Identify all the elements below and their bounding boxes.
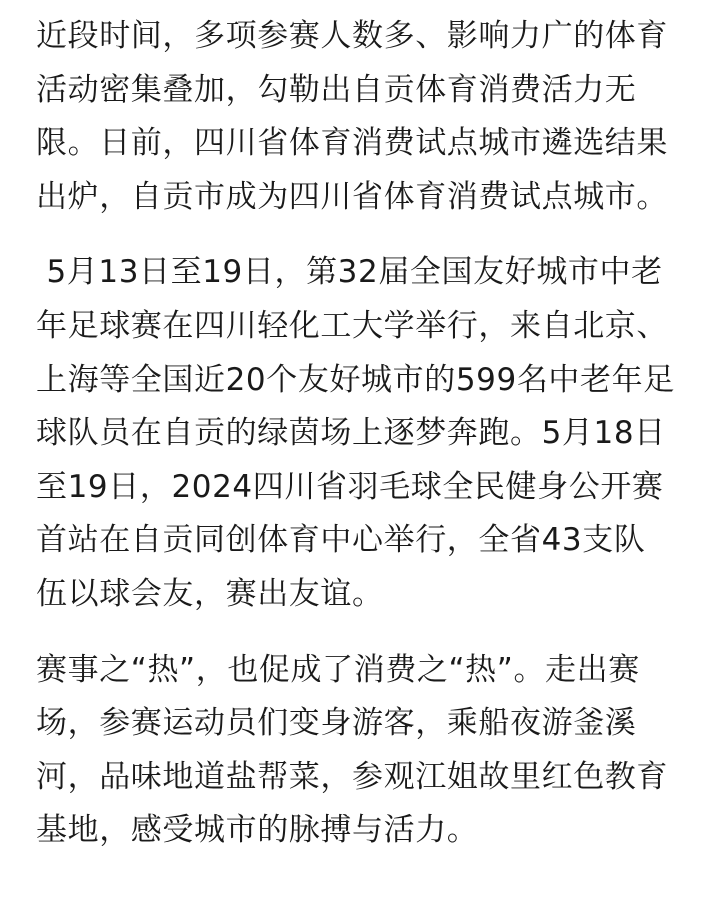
text-line: 年足球赛在四川轻化工大学举行，来自北京、 <box>36 307 668 344</box>
text-line: 活动密集叠加，勾勒出自贡体育消费活力无 <box>36 71 637 108</box>
text-line: 伍以球会友，赛出友谊。 <box>36 575 384 612</box>
text-line: 首站在自贡同创体育中心举行，全省43支队 <box>36 522 646 559</box>
paragraph-consumption <box>36 644 684 858</box>
paragraph-intro <box>36 10 684 224</box>
text-line: 基地，感受城市的脉搏与活力。 <box>36 812 479 849</box>
text-line: 限。日前，四川省体育消费试点城市遴选结果 <box>36 125 668 162</box>
text-line: 球队员在自贡的绿茵场上逐梦奔跑。5月18日 <box>36 415 666 452</box>
text-line: 河，品味地道盐帮菜，参观江姐故里红色教育 <box>36 758 668 795</box>
paragraph-events <box>36 246 684 621</box>
text-line: 5月13日至19日，第32届全国友好城市中老 <box>36 254 663 291</box>
text-line: 上海等全国近20个友好城市的599名中老年足 <box>36 361 675 398</box>
text-line: 赛事之“热”，也促成了消费之“热”。走出赛 <box>36 651 640 688</box>
text-line: 至19日，2024四川省羽毛球全民健身公开赛 <box>36 468 664 505</box>
text-line: 近段时间，多项参赛人数多、影响力广的体育 <box>36 18 668 54</box>
text-line: 场，参赛运动员们变身游客，乘船夜游釜溪 <box>36 705 637 742</box>
text-line: 出炉，自贡市成为四川省体育消费试点城市。 <box>36 178 668 215</box>
